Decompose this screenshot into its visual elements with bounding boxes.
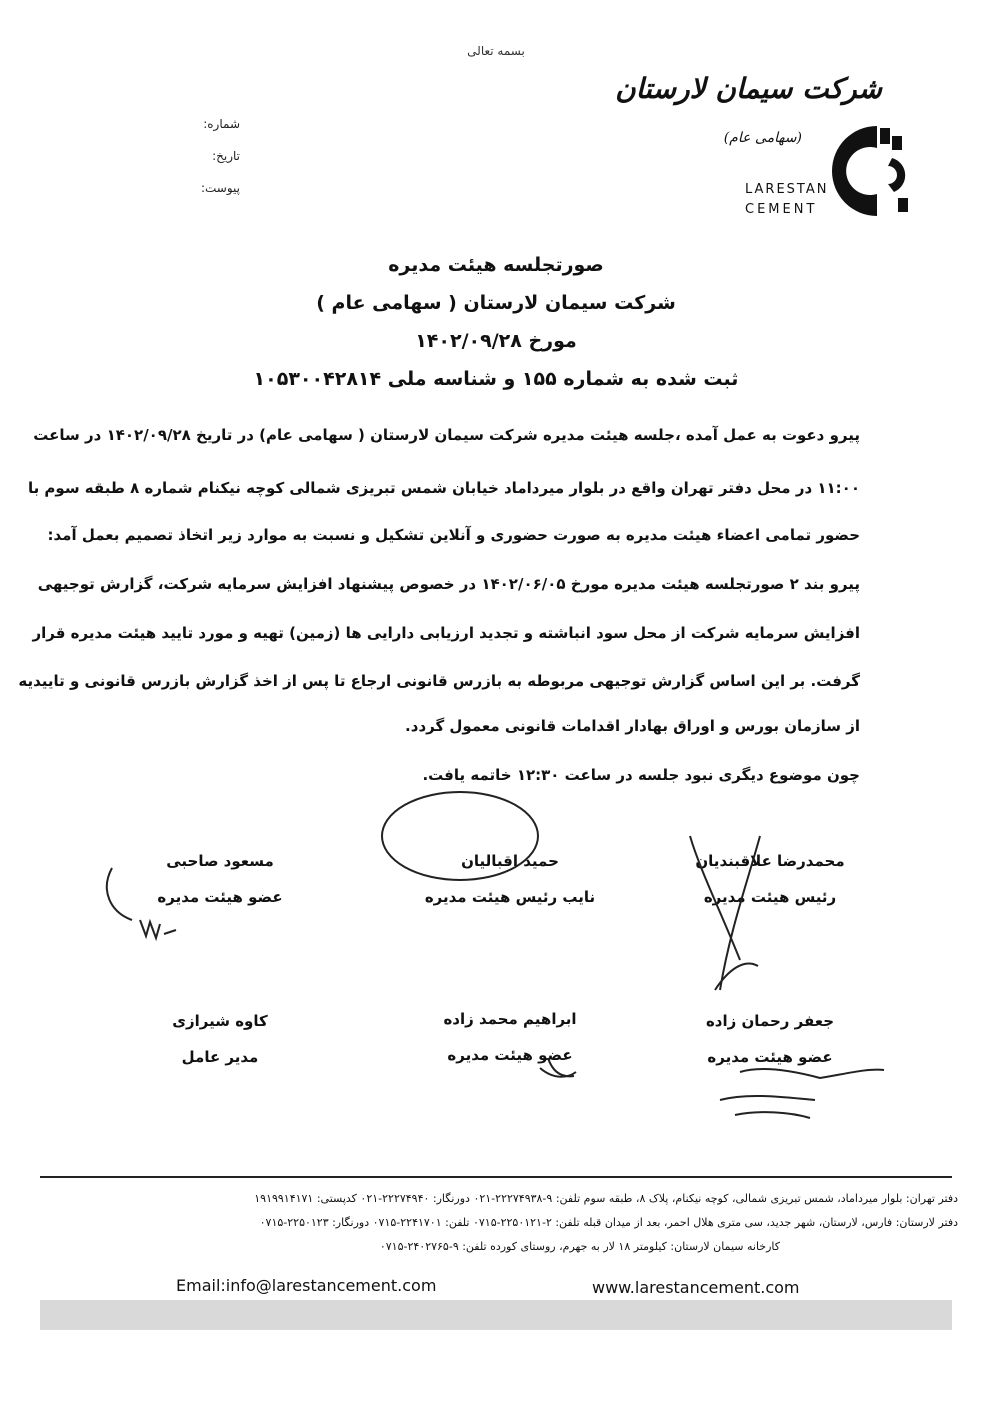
company-website[interactable]: www.larestancement.com [592, 1278, 800, 1297]
body-line: حضور تمامی اعضاء هیئت مدیره به صورت حضوری و آنلاین تشکیل و نسبت به موارد زیر اتخاذ تصمیم بعمل آمد: [47, 526, 860, 544]
signature-board-member-3 [540, 1058, 576, 1077]
signature-board-member-2 [720, 1069, 884, 1118]
body-line: پیرو بند ۲ صورتجلسه هیئت مدیره مورخ ۱۴۰۲/۰۶/۰۵ در خصوص پیشنهاد افزایش سرمایه شرکت، گزارش توجیهی [37, 575, 860, 593]
footer-divider [40, 1176, 952, 1178]
signatory-name: جعفر رحمان زاده [705, 1012, 835, 1030]
footer-band [40, 1300, 952, 1330]
bismillah: بسمه تعالی [467, 44, 525, 58]
signatory-role: عضو هیئت مدیره [707, 1048, 833, 1066]
signature-board-member-1 [107, 868, 176, 938]
company-email[interactable]: Email:info@larestancement.com [176, 1276, 437, 1295]
signatory-role: مدیر عامل [181, 1048, 259, 1066]
number-label: شماره: [203, 117, 240, 131]
body-line: پیرو دعوت به عمل آمده ،جلسه هیئت مدیره شرکت سیمان لارستان ( سهامی عام) در تاریخ ۱۴۰۲/۰۹/۲۸ در ساعت [33, 426, 860, 444]
document-title: صورتجلسه هیئت مدیره [388, 254, 604, 276]
signatory-name: ابراهیم محمد زاده [443, 1010, 577, 1028]
signatory-name: محمدرضا علاقبندیان [695, 852, 845, 870]
body-line: گرفت. بر این اساس گزارش توجیهی مربوطه به بازرس قانونی ارجاع تا پس از اخذ گزارش بازرس قانونی و تاییدیه [18, 672, 860, 690]
footer-factory: کارخانه سیمان لارستان: کیلومتر ۱۸ لار به جهرم، روستای کورده تلفن: ۹-۲۴۰۲۷۶۵-۰۷۱۵ [379, 1240, 780, 1253]
logo-en-line1: LARESTAN [745, 182, 829, 197]
signatory-role: عضو هیئت مدیره [447, 1046, 573, 1064]
body-line: ۱۱:۰۰ در محل دفتر تهران واقع در بلوار میرداماد خیابان شمس تبریزی شمالی کوچه نیکنام شماره ۸ طبقه سوم با [27, 479, 860, 497]
date-label: تاریخ: [212, 149, 240, 163]
body-line: افزایش سرمایه شرکت از محل سود انباشته و تجدید ارزیابی دارایی ها (زمین) تهیه و مورد تایید هیئت مدیره قرار [32, 624, 860, 642]
company-name-heading: شرکت سیمان لارستان ( سهامی عام ) [316, 292, 676, 314]
signatory-name: حمید اقبالیان [461, 852, 559, 870]
company-type-text: (سهامی عام) [723, 130, 802, 146]
footer-larestan-office: دفتر لارستان: فارس، لارستان، شهر جدید، سی متری هلال احمر، بعد از میدان قبله تلفن: ۲-۲۲۵۰۱۲۱-۰۷۱۵ تلفن: ۲۲۴۱۷۰۱-۰۷۱۵ دورنگار: ۲۲۵۰۱۲۳-۰۷۱۵ [259, 1216, 958, 1229]
signatory-name: مسعود صاحبی [166, 852, 274, 870]
signatory-role: رئیس هیئت مدیره [703, 888, 837, 906]
signature-chairman [690, 836, 760, 990]
signatory-name: کاوه شیرازی [172, 1012, 268, 1030]
company-logo-text: شرکت سیمان لارستان [615, 72, 882, 105]
body-line: از سازمان بورس و اوراق بهادار اقدامات قانونی معمول گردد. [405, 717, 860, 735]
attachment-label: پیوست: [200, 181, 240, 195]
signatory-role: عضو هیئت مدیره [157, 888, 283, 906]
signatory-role: نایب رئیس هیئت مدیره [424, 888, 596, 906]
meeting-date-heading: مورخ ۱۴۰۲/۰۹/۲۸ [415, 330, 577, 352]
signature-vice-chairman [382, 792, 538, 880]
body-line: چون موضوع دیگری نبود جلسه در ساعت ۱۲:۳۰ خاتمه یافت. [422, 766, 860, 784]
registration-heading: ثبت شده به شماره ۱۵۵ و شناسه ملی ۱۰۵۳۰۰۴۲۸۱۴ [253, 368, 739, 390]
logo-en-line2: CEMENT [745, 202, 818, 217]
footer-tehran-office: دفتر تهران: بلوار میرداماد، شمس تبریزی شمالی، کوچه نیکنام، پلاک ۸، طبقه سوم تلفن: ۹-۲۲۲۷۴۹۳۸-۰۲۱ دورنگار: ۲۲۲۷۴۹۴۰-۰۲۱ کدپستی: ۱۹۱۹۹۱۴۱۷۱ [254, 1192, 958, 1205]
